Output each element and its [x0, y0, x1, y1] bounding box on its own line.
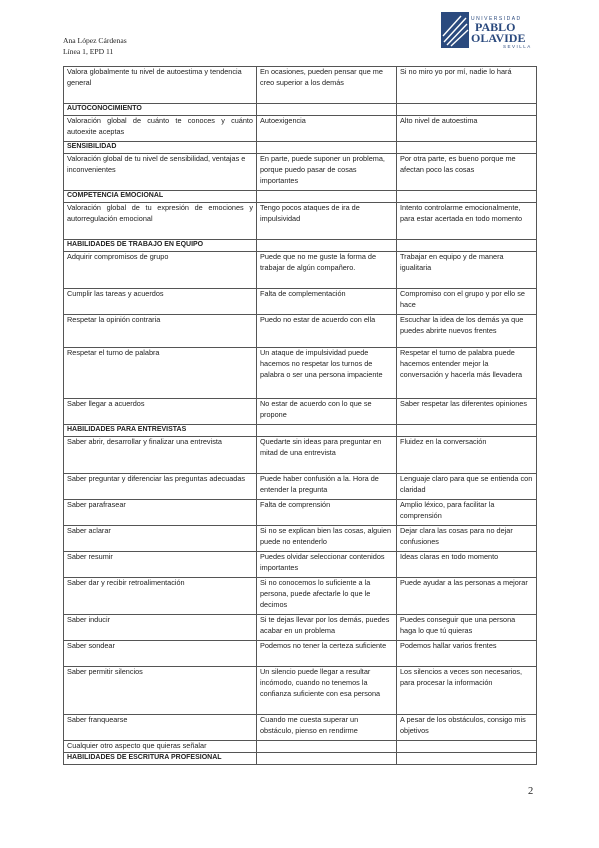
aspect-cell: Cumplir las tareas y acuerdos [64, 289, 257, 315]
section-title: COMPETENCIA EMOCIONAL [64, 191, 257, 203]
table-row [64, 641, 537, 667]
section-header-row [64, 425, 537, 437]
empty-cell [397, 240, 537, 252]
author-group: Línea 1, EPD 11 [63, 46, 114, 56]
weakness-cell: Falta de complementación [257, 289, 397, 315]
strength-cell: Dejar clara las cosas para no dejar confusiones [397, 526, 537, 552]
empty-cell [397, 191, 537, 203]
table-row [64, 474, 537, 500]
table-row [64, 289, 537, 315]
aspect-cell: Saber dar y recibir retroalimentación [64, 578, 257, 615]
university-logo [441, 12, 561, 48]
empty-cell [397, 425, 537, 437]
weakness-cell: Tengo pocos ataques de ira de impulsividad [257, 203, 397, 240]
strength-cell: Puedes conseguir que una persona haga lo que tú quieras [397, 615, 537, 641]
aspect-cell: Valoración global de tu nivel de sensibilidad, ventajas e inconvenientes [64, 154, 257, 191]
strength-cell: Fluidez en la conversación [397, 437, 537, 474]
logo-line1: PABLO [475, 20, 516, 34]
weakness-cell: En parte, puede suponer un problema, porque puedo pasar de cosas importantes [257, 154, 397, 191]
empty-cell [257, 142, 397, 154]
strength-cell: A pesar de los obstáculos, consigo mis objetivos [397, 715, 537, 741]
weakness-cell: No estar de acuerdo con lo que se propone [257, 399, 397, 425]
strength-cell: Escuchar la idea de los demás ya que puedes abrirte nuevos frentes [397, 315, 537, 348]
section-title: HABILIDADES PARA ENTREVISTAS [64, 425, 257, 437]
strength-cell: Lenguaje claro para que se entienda con claridad [397, 474, 537, 500]
table-row [64, 437, 537, 474]
aspect-cell: Saber aclarar [64, 526, 257, 552]
skills-table [63, 66, 537, 765]
weakness-cell: Un silencio puede llegar a resultar incómodo, cuando no tenemos la confianza suficiente con esa persona [257, 667, 397, 715]
strength-cell: Ideas claras en todo momento [397, 552, 537, 578]
aspect-cell: Valora globalmente tu nivel de autoestima y tendencia general [64, 67, 257, 104]
strength-cell: Respetar el turno de palabra puede hacemos entender mejor la conversación y hacerla más llevadera [397, 348, 537, 399]
table-row [64, 315, 537, 348]
strength-cell: Intento controlarme emocionalmente, para estar acertada en todo momento [397, 203, 537, 240]
weakness-cell: Si te dejas llevar por los demás, puedes acabar en un problema [257, 615, 397, 641]
table-row [64, 203, 537, 240]
table-row [64, 116, 537, 142]
strength-cell: Compromiso con el grupo y por ello se hace [397, 289, 537, 315]
empty-cell [257, 240, 397, 252]
strength-cell: Podemos hallar varios frentes [397, 641, 537, 667]
section-title: SENSIBILIDAD [64, 142, 257, 154]
strength-cell: Trabajar en equipo y de manera igualitaria [397, 252, 537, 289]
section-title: HABILIDADES DE TRABAJO EN EQUIPO [64, 240, 257, 252]
table-row [64, 67, 537, 104]
section-header-row [64, 142, 537, 154]
aspect-cell: Saber preguntar y diferenciar las preguntas adecuadas [64, 474, 257, 500]
strength-cell: Alto nivel de autoestima [397, 116, 537, 142]
weakness-cell: Puedo no estar de acuerdo con ella [257, 315, 397, 348]
weakness-cell: Un ataque de impulsividad puede hacemos no respetar los turnos de palabra o ser una persona impaciente [257, 348, 397, 399]
strength-cell [397, 741, 537, 753]
strength-cell: Por otra parte, es bueno porque me afectan poco las cosas [397, 154, 537, 191]
aspect-cell: Saber abrir, desarrollar y finalizar una entrevista [64, 437, 257, 474]
empty-cell [257, 104, 397, 116]
aspect-cell: Respetar la opinión contraria [64, 315, 257, 348]
table-row [64, 252, 537, 289]
weakness-cell: Cuando me cuesta superar un obstáculo, pienso en rendirme [257, 715, 397, 741]
table-row [64, 578, 537, 615]
section-header-row [64, 240, 537, 252]
weakness-cell: Puede haber confusión a la. Hora de entender la pregunta [257, 474, 397, 500]
weakness-cell: Podemos no tener la certeza suficiente [257, 641, 397, 667]
empty-cell [257, 191, 397, 203]
empty-cell [397, 142, 537, 154]
empty-cell [257, 425, 397, 437]
logo-top: UNIVERSIDAD [471, 16, 522, 22]
aspect-cell: Valoración global de tu expresión de emociones y autorregulación emocional [64, 203, 257, 240]
table-row [64, 667, 537, 715]
logo-line2: OLAVIDE [471, 31, 526, 45]
weakness-cell: Si no conocemos lo suficiente a la persona, puede afectarle lo que le decimos [257, 578, 397, 615]
aspect-cell: Adquirir compromisos de grupo [64, 252, 257, 289]
section-header-row [64, 104, 537, 116]
section-title: AUTOCONOCIMIENTO [64, 104, 257, 116]
weakness-cell: Falta de comprensión [257, 500, 397, 526]
aspect-cell: Saber sondear [64, 641, 257, 667]
aspect-cell: Valoración global de cuánto te conoces y cuánto autoexite aceptas [64, 116, 257, 142]
empty-cell [397, 104, 537, 116]
aspect-cell: Saber inducir [64, 615, 257, 641]
weakness-cell: Puede que no me guste la forma de trabajar de algún compañero. [257, 252, 397, 289]
weakness-cell: Si no se explican bien las cosas, alguien puede no entenderlo [257, 526, 397, 552]
weakness-cell: En ocasiones, pueden pensar que me creo superior a los demás [257, 67, 397, 104]
author-name: Ana López Cárdenas [63, 36, 127, 45]
strength-cell: Amplio léxico, para facilitar la comprensión [397, 500, 537, 526]
weakness-cell: Quedarte sin ideas para preguntar en mitad de una entrevista [257, 437, 397, 474]
strength-cell: Puede ayudar a las personas a mejorar [397, 578, 537, 615]
aspect-cell: HABILIDADES DE ESCRITURA PROFESIONAL [64, 753, 257, 765]
table-row [64, 615, 537, 641]
table-row [64, 500, 537, 526]
aspect-cell: Saber permitir silencios [64, 667, 257, 715]
table-row [64, 399, 537, 425]
logo-city: SEVILLA [503, 44, 532, 48]
strength-cell: Los silencios a veces son necesarios, para procesar la información [397, 667, 537, 715]
strength-cell [397, 753, 537, 765]
table-row [64, 552, 537, 578]
page-number: 2 [528, 786, 534, 797]
weakness-cell [257, 753, 397, 765]
author-block [63, 36, 127, 57]
skills-table-body [64, 67, 537, 765]
table-row [64, 741, 537, 753]
aspect-cell: Respetar el turno de palabra [64, 348, 257, 399]
weakness-cell: Autoexigencia [257, 116, 397, 142]
table-row [64, 154, 537, 191]
aspect-cell: Saber franquearse [64, 715, 257, 741]
aspect-cell: Saber resumir [64, 552, 257, 578]
table-row [64, 753, 537, 765]
table-row [64, 526, 537, 552]
strength-cell: Si no miro yo por mí, nadie lo hará [397, 67, 537, 104]
weakness-cell [257, 741, 397, 753]
strength-cell: Saber respetar las diferentes opiniones [397, 399, 537, 425]
table-row [64, 348, 537, 399]
weakness-cell: Puedes olvidar seleccionar contenidos importantes [257, 552, 397, 578]
section-header-row [64, 191, 537, 203]
aspect-cell: Saber llegar a acuerdos [64, 399, 257, 425]
table-row [64, 715, 537, 741]
aspect-cell: Cualquier otro aspecto que quieras señalar [64, 741, 257, 753]
aspect-cell: Saber parafrasear [64, 500, 257, 526]
